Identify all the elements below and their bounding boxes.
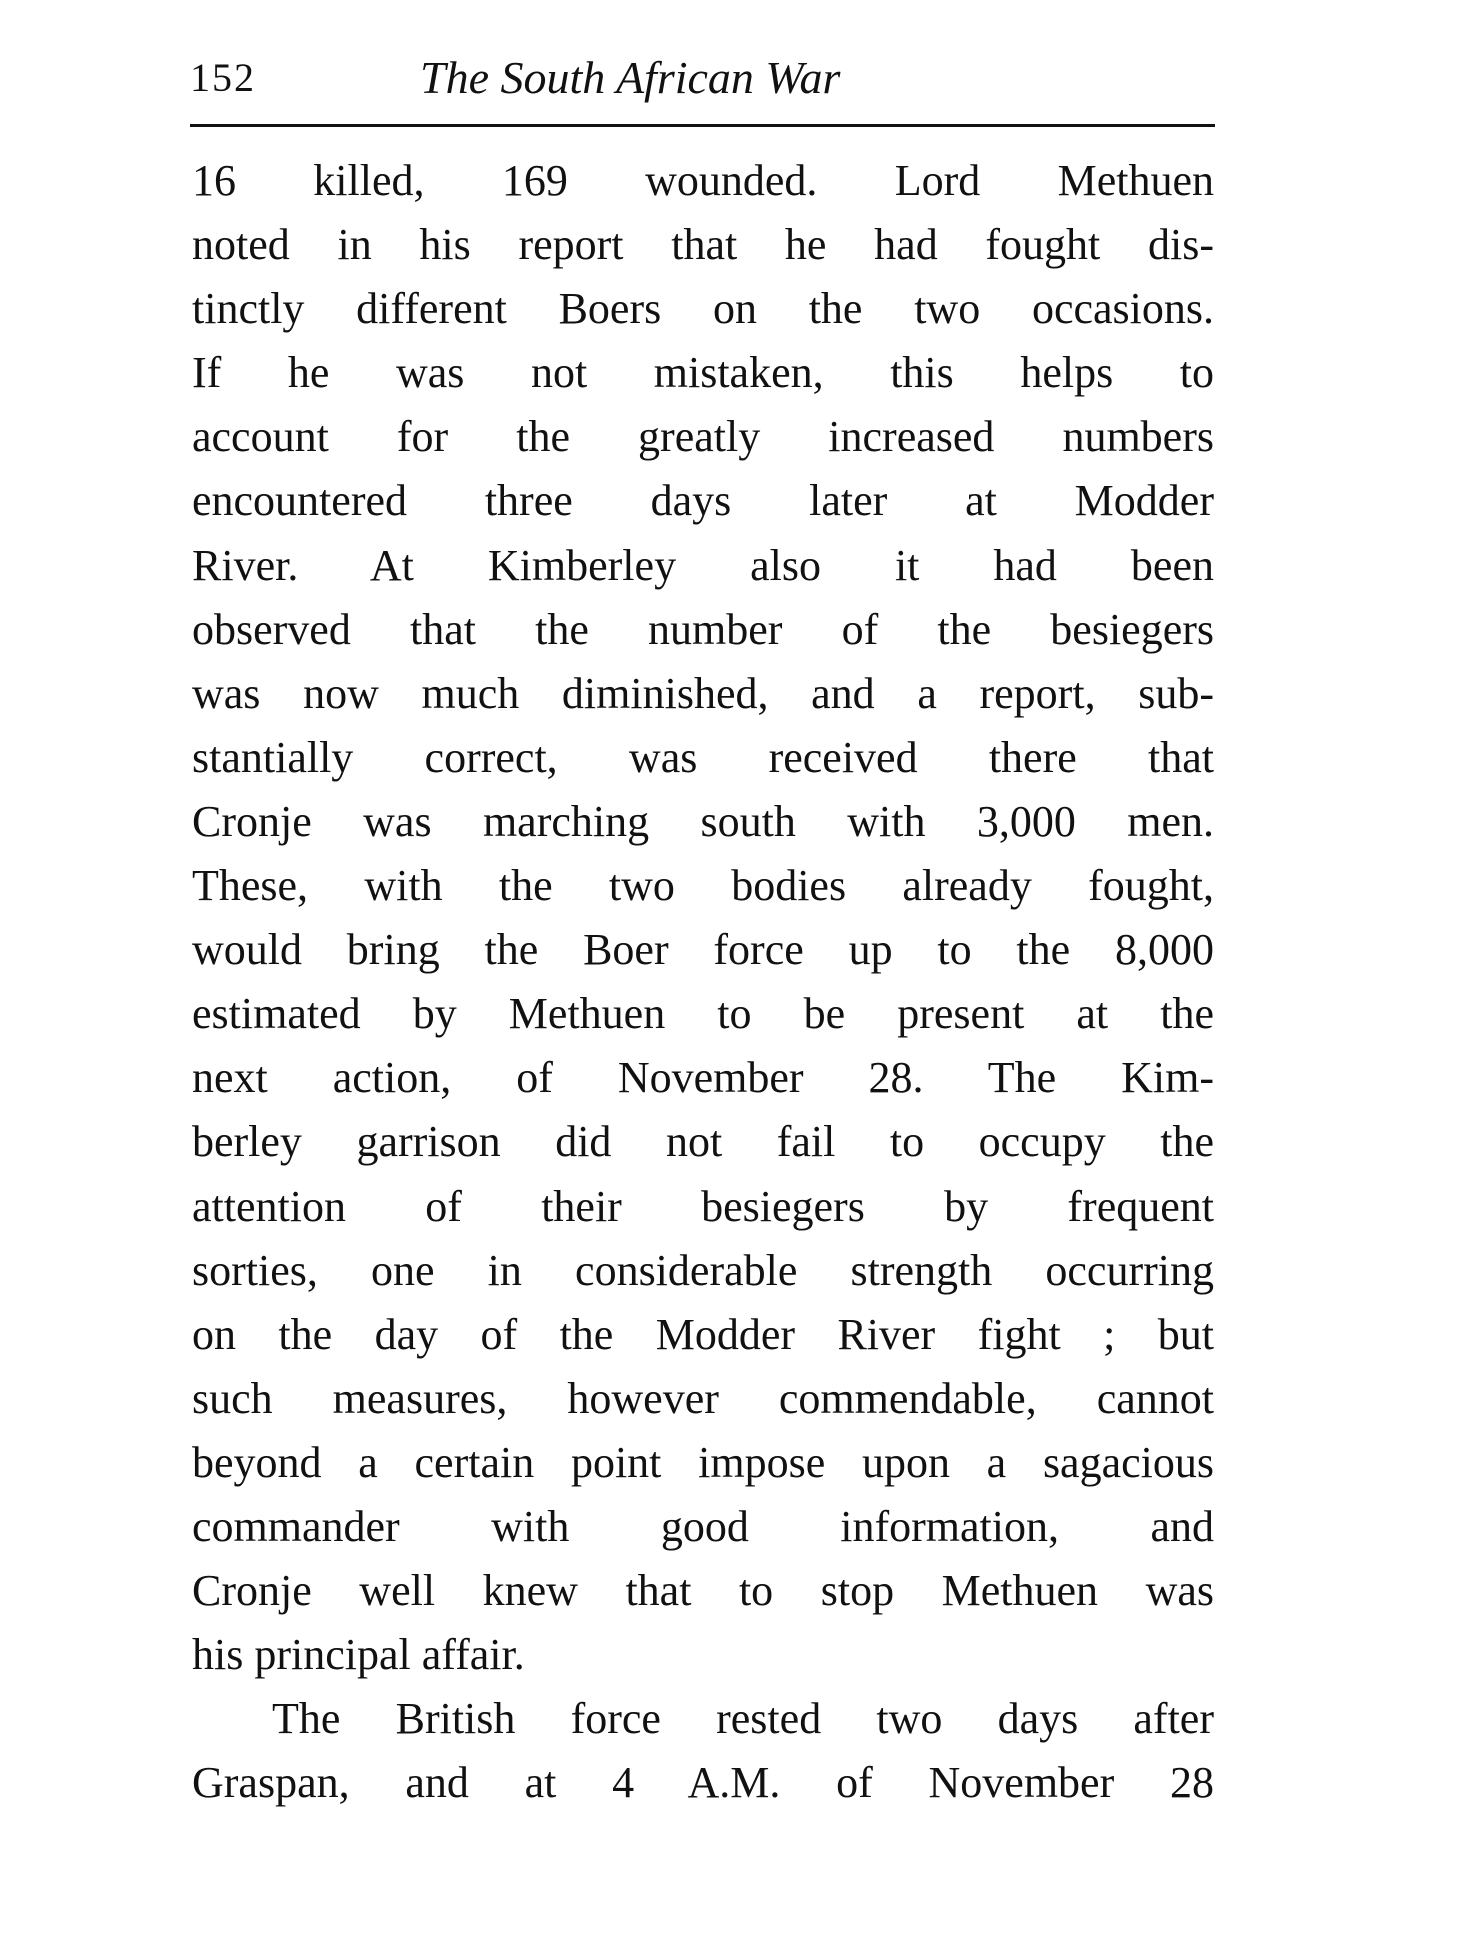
text-line: Cronje well knew that to stop Methuen was [192,1566,1214,1616]
text-line: Graspan, and at 4 A.M. of November 28 [192,1758,1214,1808]
text-line: on the day of the Modder River fight ; but [192,1309,1214,1359]
header-rule [190,124,1215,127]
text-line: 16 killed, 169 wounded. Lord Methuen [192,156,1214,205]
text-line: next action, of November 28. The Kim- [192,1053,1214,1103]
text-line: These, with the two bodies already fought, [192,861,1214,911]
text-line: observed that the number of the besiegers [192,604,1214,654]
text-line: commander with good information, and [192,1501,1214,1551]
page-header [190,50,1215,106]
text-line: encountered three days later at Modder [192,476,1214,526]
text-line: account for the greatly increased numbers [192,412,1214,462]
running-title: The South African War [420,52,841,103]
text-line: such measures, however commendable, cannot [192,1373,1214,1423]
text-line: was now much diminished, and a report, sub- [192,668,1214,718]
body-text [192,149,1214,1815]
text-line: beyond a certain point impose upon a sagacious [192,1437,1214,1487]
text-line: sorties, one in considerable strength occurring [192,1245,1214,1295]
text-line: berley garrison did not fail to occupy the [192,1117,1214,1167]
text-line: his principal affair. [192,1630,525,1680]
text-line: If he was not mistaken, this helps to [192,348,1214,398]
text-line: would bring the Boer force up to the 8,000 [192,925,1214,975]
text-line: noted in his report that he had fought dis- [192,220,1214,270]
text-line: attention of their besiegers by frequent [192,1181,1214,1231]
page-number: 152 [190,55,256,100]
text-line: The British force rested two days after [272,1694,1214,1744]
text-line: stantially correct, was received there that [192,732,1214,782]
text-line: Cronje was marching south with 3,000 men. [192,796,1214,846]
text-line: tinctly different Boers on the two occasions. [192,284,1214,334]
text-line: estimated by Methuen to be present at the [192,989,1214,1039]
text-line: River. At Kimberley also it had been [192,540,1214,590]
